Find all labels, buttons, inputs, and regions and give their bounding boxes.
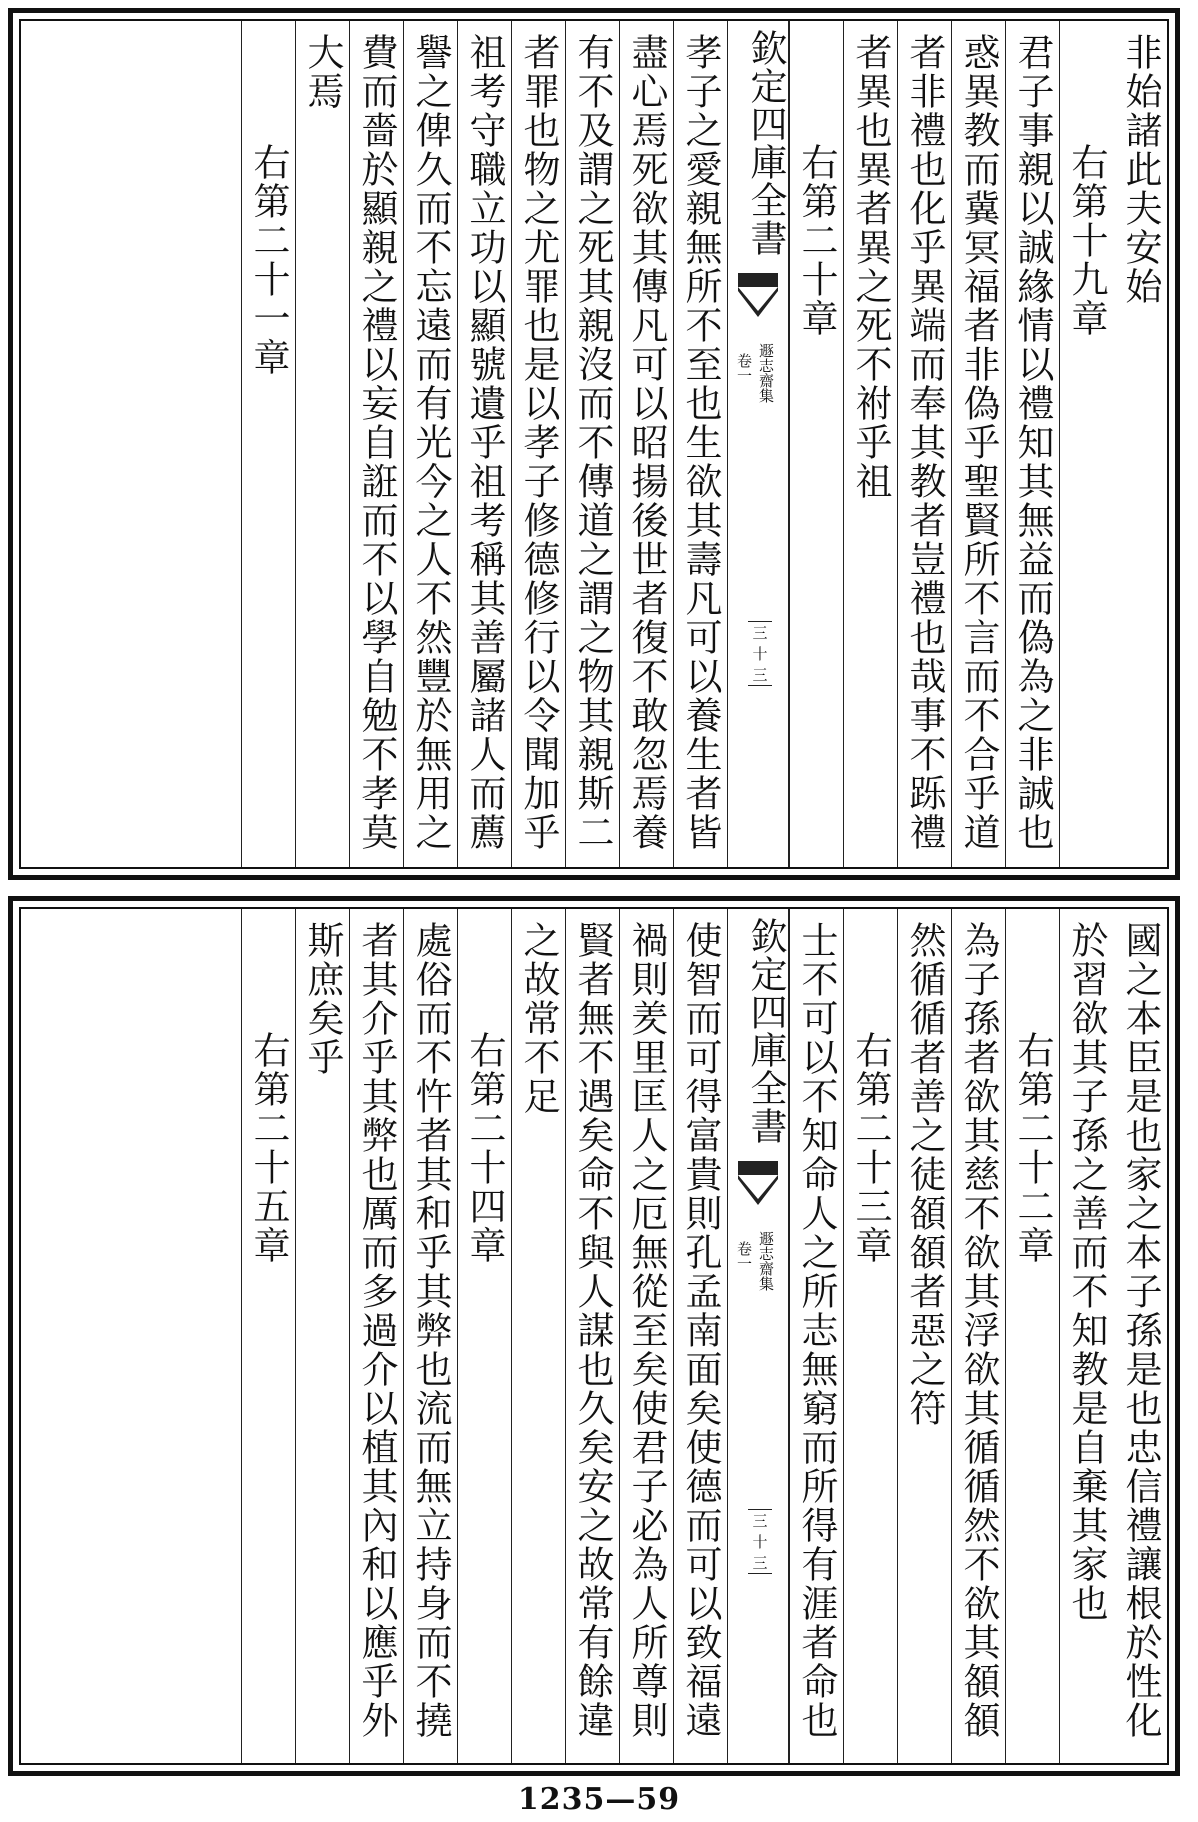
text-column bbox=[403, 909, 457, 1763]
volume-label: 卷一 bbox=[735, 1241, 753, 1271]
text-column bbox=[897, 909, 951, 1763]
column-text: 有不及謂之死其親沒而不傳道之謂之物其親斯二 bbox=[571, 33, 614, 852]
chapter-heading-column bbox=[241, 21, 295, 867]
column-text: 為子孫者欲其慈不欲其浮欲其循循然不欲其頟頟 bbox=[957, 921, 1000, 1740]
chapter-heading-column bbox=[843, 909, 897, 1763]
text-column bbox=[295, 909, 349, 1763]
text-column bbox=[403, 21, 457, 867]
chapter-heading: 右第二十三章 bbox=[849, 1031, 892, 1265]
text-column bbox=[511, 21, 565, 867]
page-spine bbox=[727, 21, 789, 867]
page-number: 1235—59 bbox=[517, 1782, 681, 1817]
text-column bbox=[565, 21, 619, 867]
chapter-heading: 右第二十一章 bbox=[247, 143, 290, 377]
chapter-heading-column bbox=[789, 21, 843, 867]
column-text: 然循循者善之徒頟頟者惡之符 bbox=[903, 921, 946, 1428]
column-text: 處俗而不忤者其和乎其弊也流而無立持身而不撓 bbox=[409, 921, 452, 1740]
library-title: 欽定四庫全書 bbox=[744, 29, 787, 257]
chapter-heading: 右第二十章 bbox=[795, 143, 838, 338]
text-column bbox=[619, 909, 673, 1763]
column-text: 盡心焉死欲其傳凡可以昭揚後世者復不敢忽焉養 bbox=[625, 33, 668, 852]
column-text: 君子事親以誠緣情以禮知其無益而偽為之非誠也 bbox=[1011, 33, 1054, 852]
chapter-heading-column bbox=[1059, 21, 1113, 867]
text-column bbox=[1113, 21, 1167, 867]
chapter-heading-column bbox=[241, 909, 295, 1763]
text-column bbox=[619, 21, 673, 867]
column-text: 賢者無不遇矣命不與人謀也久矣安之故常有餘違 bbox=[571, 921, 614, 1740]
column-text: 祖考守職立功以顯號遺乎祖考稱其善屬諸人而薦 bbox=[463, 33, 506, 852]
column-text: 士不可以不知命人之所志無窮而所得有涯者命也 bbox=[795, 921, 838, 1740]
fish-tail-mark-icon bbox=[736, 271, 780, 341]
library-title: 欽定四庫全書 bbox=[744, 917, 787, 1145]
text-column bbox=[457, 21, 511, 867]
column-text: 禍則羑里匡人之厄無從至矣使君子必為人所尊則 bbox=[625, 921, 668, 1740]
column-text: 者其介乎其弊也厲而多過介以植其內和以應乎外 bbox=[355, 921, 398, 1740]
column-text: 於習欲其子孫之善而不知教是自棄其家也 bbox=[1065, 921, 1108, 1623]
text-column bbox=[843, 21, 897, 867]
top-page-frame bbox=[19, 19, 1169, 869]
top-page-panel bbox=[8, 8, 1180, 880]
text-column bbox=[789, 909, 843, 1763]
bottom-page-frame bbox=[19, 907, 1169, 1765]
text-column bbox=[1005, 21, 1059, 867]
chapter-heading: 右第十九章 bbox=[1065, 143, 1108, 338]
column-text: 惑異教而冀冥福者非偽乎聖賢所不言而不合乎道 bbox=[957, 33, 1000, 852]
column-text: 者異也異者異之死不祔乎祖 bbox=[849, 33, 892, 501]
text-column bbox=[349, 909, 403, 1763]
column-text: 費而嗇於顯親之禮以妄自誑而不以學自勉不孝莫 bbox=[355, 33, 398, 852]
column-text: 者非禮也化乎異端而奉其教者豈禮也哉事不跞禮 bbox=[903, 33, 946, 852]
text-column bbox=[673, 909, 727, 1763]
text-column bbox=[673, 21, 727, 867]
chapter-heading-column bbox=[457, 909, 511, 1763]
column-text: 國之本臣是也家之本子孫是也忠信禮讓根於性化 bbox=[1119, 921, 1162, 1740]
text-column bbox=[565, 909, 619, 1763]
column-text: 譽之俾久而不忘遠而有光今之人不然豐於無用之 bbox=[409, 33, 452, 852]
book-title: 遯志齋集 bbox=[757, 343, 775, 403]
column-text: 者罪也物之尤罪也是以孝子修德修行以令聞加乎 bbox=[517, 33, 560, 852]
text-column bbox=[349, 21, 403, 867]
text-column bbox=[1059, 909, 1113, 1763]
book-title: 遯志齋集 bbox=[757, 1231, 775, 1291]
text-column bbox=[511, 909, 565, 1763]
chapter-heading-column bbox=[1005, 909, 1059, 1763]
text-column bbox=[951, 21, 1005, 867]
chapter-heading: 右第二十五章 bbox=[247, 1031, 290, 1265]
column-text: 孝子之愛親無所不至也生欲其壽凡可以養生者皆 bbox=[679, 33, 722, 852]
column-text: 大焉 bbox=[301, 33, 344, 111]
column-text: 非始諸此夫安始 bbox=[1119, 33, 1162, 306]
leaf-number: 三十三 bbox=[748, 621, 772, 686]
chapter-heading: 右第二十四章 bbox=[463, 1031, 506, 1265]
volume-label: 卷一 bbox=[735, 353, 753, 383]
column-text: 斯庶矣乎 bbox=[301, 921, 344, 1077]
column-text: 之故常不足 bbox=[517, 921, 560, 1116]
text-column bbox=[951, 909, 1005, 1763]
page-spine bbox=[727, 909, 789, 1763]
chapter-heading: 右第二十二章 bbox=[1011, 1031, 1054, 1265]
bottom-page-panel bbox=[8, 896, 1180, 1776]
text-column bbox=[295, 21, 349, 867]
text-column bbox=[897, 21, 951, 867]
leaf-number: 三十三 bbox=[748, 1509, 772, 1574]
text-column bbox=[1113, 909, 1167, 1763]
fish-tail-mark-icon bbox=[736, 1159, 780, 1229]
column-text: 使智而可得富貴則孔孟南面矣使德而可以致福遠 bbox=[679, 921, 722, 1740]
